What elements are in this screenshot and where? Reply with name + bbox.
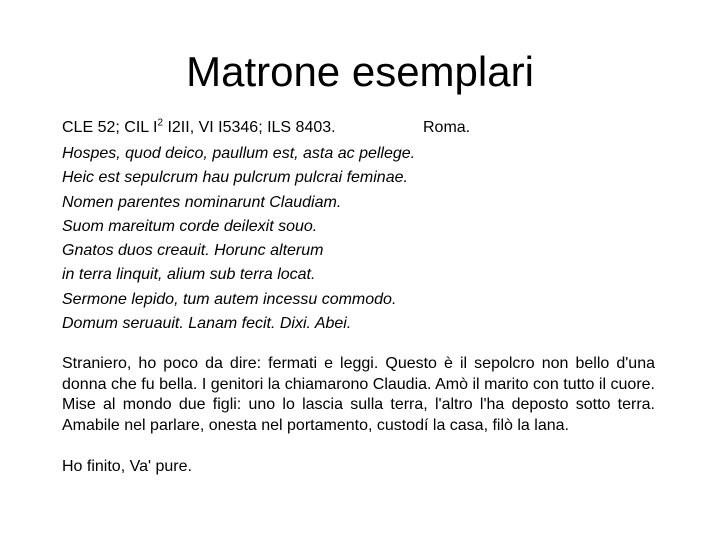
inscription-citation (62, 117, 471, 138)
italian-translation: Straniero, ho poco da dire: fermati e leggi. Questo è il sepolcro non bello d'una donna che fu bella. I genitori la chiamarono Claudia. Amò il marito con tutto il cuore. Mise al mondo due figli: uno lo lascia sulla terra, l'altro l'ha deposto sotto terra. Amabile nel parlare, onesta nel portamento, custodí la casa, filò la lana. (62, 355, 655, 434)
poem-line: Sermone lepido, tum autem incessu commodo. (62, 290, 397, 308)
poem-line: Gnatos duos creauit. Horunc alterum (62, 242, 324, 260)
closing-line: Ho finito, Va' pure. (62, 458, 192, 475)
citation-reference (62, 119, 336, 136)
poem-line: Domum seruauit. Lanam fecit. Dixi. Abei. (62, 315, 352, 333)
poem-line: Hospes, quod deico, paullum est, asta ac pellege. (62, 145, 416, 162)
poem-line: in terra linquit, alium sub terra locat. (62, 266, 316, 284)
citation-superscript: 2 (157, 117, 164, 129)
slide-title: Matrone esemplari (186, 48, 534, 95)
citation-place: Roma. (423, 119, 471, 136)
citation-suffix: I2II, VI I5346; ILS 8403. (163, 119, 336, 136)
poem-line: Suom mareitum corde deilexit souo. (62, 217, 318, 235)
poem-line: Nomen parentes nominarunt Claudiam. (62, 193, 342, 211)
latin-poem (62, 142, 415, 336)
citation-prefix: CLE 52; CIL I (62, 119, 158, 136)
poem-line: Heic est sepulcrum hau pulcrum pulcrai feminae. (62, 169, 408, 187)
